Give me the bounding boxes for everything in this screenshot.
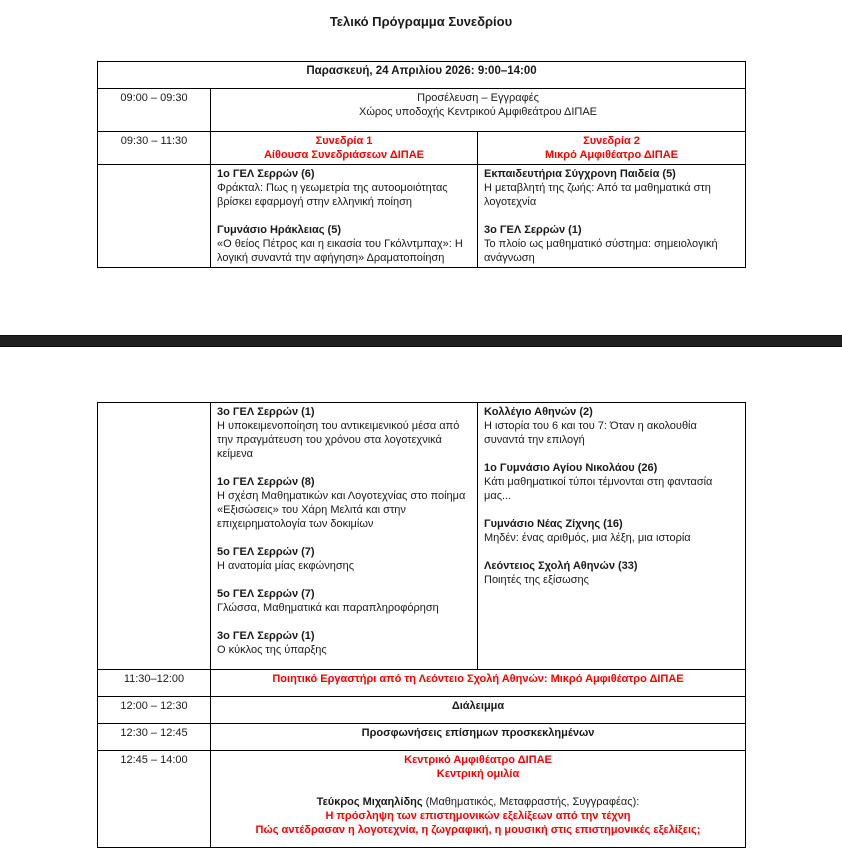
session-entry [217, 475, 471, 531]
school-name: 3ο ΓΕΛ Σερρών (1) [217, 406, 315, 418]
session1-room: Αίθουσα Συνεδριάσεων ΔΙΠΑΕ [263, 149, 425, 161]
session-entry [217, 405, 471, 461]
speaker-role: (Μαθηματικός, Μεταφραστής, Συγγραφέας): [422, 796, 640, 808]
day-header-row [98, 62, 746, 89]
sessions-content-row-page2 [98, 403, 746, 670]
entry-topic: Η ιστορία του 6 και του 7: Όταν η ακολουθία συναντά την επιλογή [484, 420, 697, 446]
school-name: Γυμνάσιο Ηράκλειας (5) [217, 224, 342, 236]
school-name: Λεόντειος Σχολή Αθηνών (33) [484, 560, 638, 572]
entry-topic: Φράκταλ: Πως η γεωμετρία της αυτοομοιότητας βρίσκει εφαρμογή στην ελληνική ποίηση [217, 182, 448, 208]
session2-content-page1 [478, 165, 746, 268]
time-cell: 12:45 – 14:00 [98, 751, 211, 848]
session-entry [484, 405, 739, 447]
session-entry [217, 629, 471, 657]
entry-topic: Το πλοίο ως μαθηματικό σύστημα: σημειολογική ανάγνωση [484, 238, 718, 264]
entry-topic: Μηδέν: ένας αριθμός, μια λέξη, μια ιστορία [484, 532, 691, 544]
school-name: 3ο ΓΕΛ Σερρών (1) [217, 630, 315, 642]
keynote-cell [211, 751, 746, 848]
greetings-row [98, 724, 746, 751]
poetry-workshop-row [98, 670, 746, 697]
school-name: Γυμνάσιο Νέας Ζίχνης (16) [484, 518, 623, 530]
school-name: Κολλέγιο Αθηνών (2) [484, 406, 593, 418]
school-name: 1ο ΓΕΛ Σερρών (8) [217, 476, 315, 488]
page-break-band [0, 335, 842, 347]
school-name: 5ο ΓΕΛ Σερρών (7) [217, 588, 315, 600]
keynote-row [98, 751, 746, 848]
keynote-kind: Κεντρική ομιλία [436, 768, 520, 780]
school-name: 1ο Γυμνάσιο Αγίου Νικολάου (26) [484, 462, 658, 474]
school-name: 3ο ΓΕΛ Σερρών (1) [484, 224, 582, 236]
keynote-venue: Κεντρικό Αμφιθέατρο ΔΙΠΑΕ [404, 754, 552, 766]
break-cell: Διάλειμμα [211, 697, 746, 724]
session-entry [484, 223, 739, 265]
sessions-header-row [98, 132, 746, 165]
time-cell: 12:30 – 12:45 [98, 724, 211, 751]
school-name: 1ο ΓΕΛ Σερρών (6) [217, 168, 315, 180]
session-entry [217, 587, 471, 615]
entry-topic: Ποιητές της εξίσωσης [484, 574, 589, 586]
session-entry [217, 545, 471, 573]
program-table-page1 [97, 61, 746, 268]
time-cell-empty [98, 403, 211, 670]
session2-title: Συνεδρία 2 [583, 135, 640, 147]
arrival-line1: Προσέλευση – Εγγραφές [417, 92, 539, 104]
session1-title: Συνεδρία 1 [315, 135, 373, 147]
keynote-talk-line1: Η πρόσληψη των επιστημονικών εξελίξεων από την τέχνη [325, 810, 631, 822]
day-header: Παρασκευή, 24 Απριλίου 2026: 9:00–14:00 [98, 62, 746, 89]
session1-content-page1 [211, 165, 478, 268]
session1-header-cell [211, 132, 478, 165]
session-entry [484, 559, 739, 587]
speaker-name: Τεύκρος Μιχαηλίδης [316, 796, 423, 808]
entry-topic: Γλώσσα, Μαθηματικά και παραπληροφόρηση [217, 602, 439, 614]
session2-room: Μικρό Αμφιθέατρο ΔΙΠΑΕ [544, 149, 679, 161]
entry-topic: Η σχέση Μαθηματικών και Λογοτεχνίας στο ποίημα «Εξισώσεις» του Χάρη Μελιτά και στην επιχειρηματολογία των δοκιμίων [217, 490, 466, 530]
entry-topic: «Ο θείος Πέτρος και η εικασία του Γκόλντμπαχ»: Η λογική συναντά την αφήγηση» Δραματοποίηση [217, 238, 463, 264]
session-entry [217, 167, 471, 209]
session-entry [484, 517, 739, 545]
entry-topic: Η μεταβλητή της ζωής: Από τα μαθηματικά στη λογοτεχνία [484, 182, 711, 208]
sessions-content-row-page1 [98, 165, 746, 268]
session2-content-page2 [478, 403, 746, 670]
time-cell: 09:30 – 11:30 [98, 132, 211, 165]
arrival-line2: Χώρος υποδοχής Κεντρικού Αμφιθεάτρου ΔΙΠΑΕ [359, 106, 597, 118]
session1-content-page2 [211, 403, 478, 670]
session-entry [217, 223, 471, 265]
time-cell: 11:30–12:00 [98, 670, 211, 697]
poetry-workshop-cell: Ποιητικό Εργαστήρι από τη Λεόντειο Σχολή Αθηνών: Μικρό Αμφιθέατρο ΔΙΠΑΕ [211, 670, 746, 697]
session-entry [484, 461, 739, 503]
arrival-cell [211, 89, 746, 132]
session2-header-cell [478, 132, 746, 165]
session-entry [484, 167, 739, 209]
time-cell: 12:00 – 12:30 [98, 697, 211, 724]
break-row [98, 697, 746, 724]
greetings-cell: Προσφωνήσεις επίσημων προσκεκλημένων [211, 724, 746, 751]
keynote-talk-line2: Πώς αντέδρασαν η λογοτεχνία, η ζωγραφική, η μουσική στις επιστημονικές εξελίξεις; [255, 824, 701, 836]
school-name: 5ο ΓΕΛ Σερρών (7) [217, 546, 315, 558]
page-title: Τελικό Πρόγραμμα Συνεδρίου [329, 14, 513, 29]
entry-topic: Η υποκειμενοποίηση του αντικειμενικού μέσα από την πραγμάτευση του χρόνου στα λογοτεχνικά κείμενα [217, 420, 460, 460]
program-table-page2 [97, 402, 746, 848]
time-cell-empty [98, 165, 211, 268]
arrival-row [98, 89, 746, 132]
entry-topic: Η ανατομία μίας εκφώνησης [217, 560, 355, 572]
entry-topic: Κάτι μαθηματικοί τύποι τέμνονται στη φαντασία μας... [484, 476, 713, 502]
entry-topic: Ο κύκλος της ύπαρξης [217, 644, 327, 656]
time-cell: 09:00 – 09:30 [98, 89, 211, 132]
school-name: Εκπαιδευτήρια Σύγχρονη Παιδεία (5) [484, 168, 676, 180]
keynote-speaker-line [217, 795, 739, 809]
